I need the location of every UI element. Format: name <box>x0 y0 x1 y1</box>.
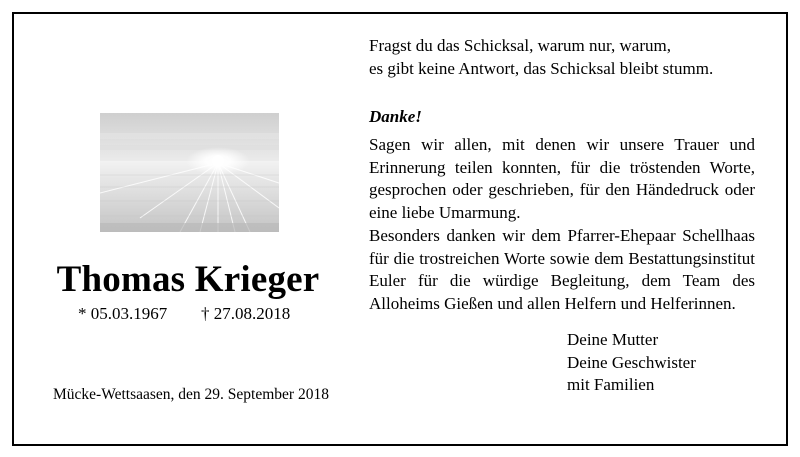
verse-line: es gibt keine Antwort, das Schicksal bleibt stumm. <box>369 58 714 78</box>
birth-date: * 05.03.1967 <box>78 304 168 323</box>
thanks-heading: Danke! <box>369 107 422 126</box>
thanks-paragraph: Besonders danken wir dem Pfarrer-Ehepaar Schellhaas für die trostreichen Worte sowie dem Bestattungsinstitut Euler für die würdige Begleitung, dem Team des Alloheims Gießen und allen Helfern und Helferinnen. <box>369 225 755 313</box>
place-and-date: Mücke-Wettsaasen, den 29. September 2018 <box>53 386 329 403</box>
deceased-name: Thomas Krieger <box>56 259 320 300</box>
verse-line: Fragst du das Schicksal, warum nur, warum, <box>369 36 671 55</box>
verse <box>369 35 755 80</box>
signature-line: mit Familien <box>567 375 655 395</box>
signature-line: Deine Mutter <box>567 330 659 349</box>
signature-line: Deine Geschwister <box>567 352 696 372</box>
death-date: † 27.08.2018 <box>201 304 291 323</box>
signatures <box>567 329 696 397</box>
thanks-paragraph: Sagen wir allen, mit denen wir unsere Trauer und Erinnerung teilen konnten, für die tröstenden Worte, gesprochen oder geschrieben, für den Händedruck oder eine liebe Umarmung. <box>369 135 755 223</box>
sunset-over-sea-image <box>100 113 279 232</box>
thanks-text <box>369 134 755 316</box>
